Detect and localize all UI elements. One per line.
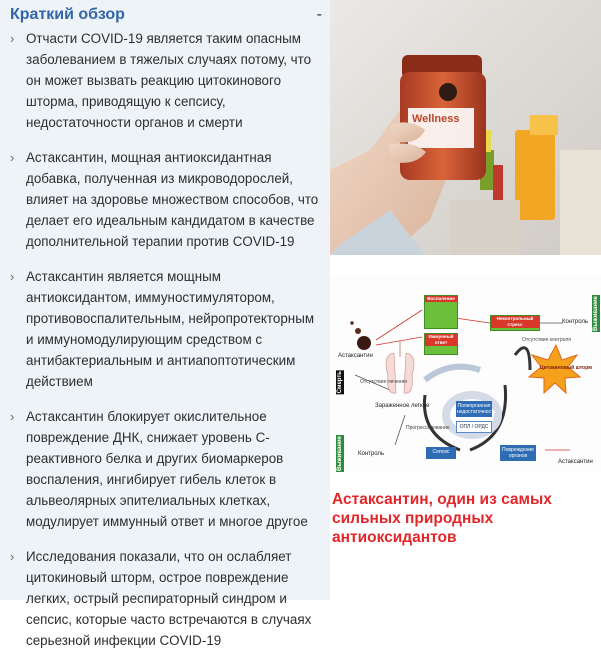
multi-organ-box: Полиорганная недостаточность <box>457 403 496 415</box>
immune-response-box-title: Иммунный ответ <box>425 334 457 346</box>
shelf-items <box>450 200 520 255</box>
astaxanthin-dot <box>357 336 371 350</box>
inflammation-box-title: Воспаление <box>425 296 457 302</box>
list-item <box>10 546 322 651</box>
diagram-arrows <box>330 275 601 473</box>
headline: Астаксантин, один из самых сильных природных антиоксидантов <box>332 491 552 546</box>
cycle-band <box>425 367 480 380</box>
immune-response-box <box>424 333 458 355</box>
excess-stress-box <box>490 315 540 331</box>
list-item <box>10 147 322 252</box>
product-photo-illustration <box>330 0 601 255</box>
inhibit-line <box>376 337 422 345</box>
list-item-text: Отчасти COVID-19 является таким опасным заболеванием в тяжелых случаях потому, что он может вызвать реакцию цитокинового шторма, приводящую к сепсису, недостаточности органов и смерти <box>26 31 312 130</box>
astaxanthin-dot <box>350 321 354 325</box>
overview-title: Краткий обзор <box>10 6 125 23</box>
sepsis-box: Сепсис <box>426 447 456 459</box>
infected-lung-label: Зараженное легкое <box>375 403 430 409</box>
progression-label-2: Прогрессирование <box>406 425 450 431</box>
survival-label-bottom: Выживание <box>337 436 343 471</box>
chevron-right-icon: › <box>10 31 15 46</box>
collage-gap <box>330 255 601 275</box>
cytokine-storm-label: Цитокиновый шторм <box>540 365 592 371</box>
chevron-right-icon: › <box>10 150 15 165</box>
ali-ards-box: ОПЛ / ОРДС <box>456 421 492 433</box>
hypoxia-label: Отсутствие лечения <box>360 379 407 385</box>
death-label: Смерть <box>337 371 343 394</box>
lung-icon <box>386 353 396 393</box>
control-label-bottom: Контроль <box>358 451 385 457</box>
product-photo <box>330 0 601 255</box>
astaxanthin-label-right: Астаксантин <box>558 459 593 465</box>
list-item <box>10 406 322 532</box>
list-item <box>10 266 322 392</box>
mechanism-diagram <box>330 275 601 473</box>
dropper-bottle-red <box>493 165 503 205</box>
bottle-white <box>560 150 601 255</box>
jar-brand: Wellness <box>412 113 460 125</box>
excess-stress-box-title: Неконтрольный стресс <box>491 316 539 328</box>
box-lid <box>530 115 558 135</box>
list-item-text: Астаксантин является мощным антиоксидантом, иммуностимулятором, противовоспалительным, нейропротекторным и иммуномодулирующим средством с антибактериальным и антиапоптотическим действием <box>26 269 315 389</box>
astaxanthin-dot <box>355 328 361 334</box>
inflammation-box <box>424 295 458 329</box>
progression-label-1: Отсутствие контроля <box>522 337 571 343</box>
overview-list <box>10 28 322 651</box>
jar-logo-icon <box>439 83 457 101</box>
list-item-text: Исследования показали, что он ослабляет цитокиновый шторм, острое повреждение легких, острый респираторный синдром и сепсис, которые часто встречаются в случаях серьезной инфекции COVID-19 <box>26 549 312 648</box>
list-item <box>10 28 322 133</box>
list-item-text: Астаксантин, мощная антиоксидантная добавка, полученная из микроводорослей, влияет на здоровье множеством способов, что делает его идеальным кандидатом в качестве дополнительной терапии против COVID-19 <box>26 150 319 249</box>
box-product <box>515 130 555 220</box>
lung-icon <box>404 353 414 393</box>
collapse-toggle[interactable]: - <box>316 6 322 23</box>
cycle-arrow <box>515 348 530 370</box>
list-item-text: Астаксантин блокирует окислительное повреждение ДНК, снижает уровень С-реактивного белка и других биомаркеров воспаления, ингибирует гибель клеток в альвеолярных эпителиальных клетках, модулирует иммунный ответ и многое другое <box>26 409 308 529</box>
astaxanthin-label-left: Астаксантин <box>338 353 373 359</box>
chevron-right-icon: › <box>10 409 15 424</box>
organ-damage-box: Повреждение органов <box>500 445 536 461</box>
inhibit-line <box>376 310 422 340</box>
control-label-top: Контроль <box>562 319 589 325</box>
chevron-right-icon: › <box>10 269 15 284</box>
chevron-right-icon: › <box>10 549 15 564</box>
survival-label-top: Выживание <box>593 296 599 331</box>
flow-line <box>395 415 405 445</box>
